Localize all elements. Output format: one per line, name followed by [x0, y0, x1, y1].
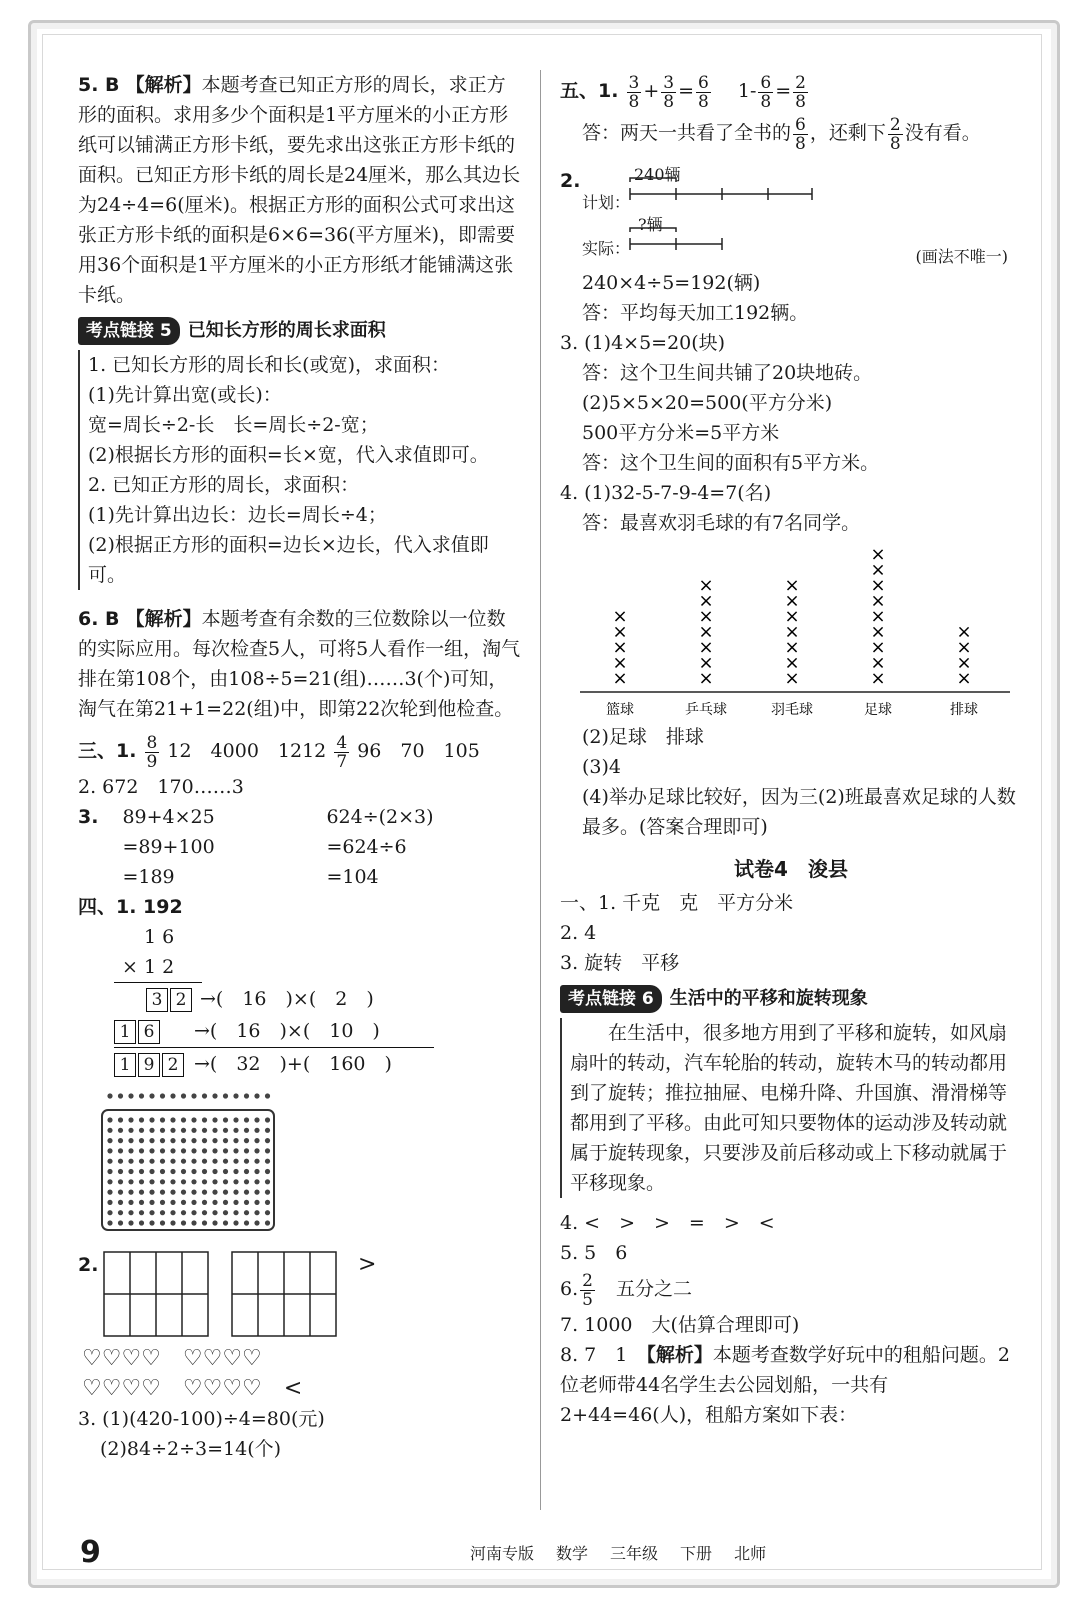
q6-text: 五分之二 [615, 1278, 692, 1300]
greater-than-sign: > [358, 1252, 377, 1277]
exam-line: 2. 4 [560, 922, 597, 944]
x-mark: × [956, 637, 972, 658]
kd5-line: (1)先计算出边长：边长=周长÷4； [88, 504, 387, 526]
analysis-tag: 【解析】 [125, 608, 202, 630]
fraction [627, 74, 642, 111]
denominator: 8 [663, 91, 675, 112]
draw-note: (画法不唯一) [915, 247, 1008, 266]
kd6-text: 在生活中，很多地方用到了平移和旋转，如风扇扇叶的转动，汽车轮胎的转动，旋转木马的转动都用到了旋转；推拉抽屉、电梯升降、升国旗、滑滑梯等都用到了平移。由此可知只要物体的运动涉及转动就属于旋转现象，只要涉及前后移动或上下移动就属于平移现象。 [570, 1022, 1008, 1194]
hearts-row-b [78, 1374, 522, 1404]
page-number: 9 [80, 1534, 101, 1570]
category-label: 篮球 [606, 702, 634, 718]
answer-text: 没有看。 [904, 122, 981, 144]
x-mark: × [870, 590, 886, 612]
kd5-line: (2)根据长方形的面积=长×宽，代入求值即可。 [88, 444, 489, 466]
q6-answer [78, 604, 522, 724]
kd5-line: 2. 已知正方形的周长，求面积： [88, 474, 360, 496]
x-mark: × [784, 637, 800, 658]
expr: 1- [737, 80, 757, 102]
numerator: 3 [663, 72, 675, 93]
s5-answer [560, 112, 1022, 154]
x-mark: × [870, 652, 886, 674]
x-mark: × [612, 606, 628, 627]
calc-step: 624÷(2×3) [326, 806, 434, 828]
knowledge-link-tag: 考点链接 6 [560, 985, 662, 1013]
s4-q2-label: 2. [78, 1254, 99, 1276]
x-mark: × [870, 668, 886, 689]
s3-values: 12 4000 1212 [167, 740, 327, 762]
section-3-q1 [78, 730, 522, 772]
x-mark: × [784, 575, 800, 596]
kd5-line: (1)先计算出宽(或长)： [88, 384, 282, 406]
footer-item: 三年级 [610, 1543, 659, 1563]
s4-q2 [78, 1250, 522, 1340]
x-mark: × [784, 621, 800, 643]
numerator: 2 [889, 114, 901, 135]
numerator: 6 [760, 72, 772, 93]
q8-text: 本题考查数学好玩中的租船问题。2位老师带44名学生去公园划船，一共有2+44=46(人)，租船方案如下表： [560, 1344, 1010, 1426]
x-mark: × [784, 606, 800, 627]
denominator: 8 [795, 91, 806, 112]
digit-boxes [114, 1049, 194, 1079]
hearts-row: ♡♡♡♡ ♡♡♡♡ [82, 1346, 262, 1371]
calc-step: =189 [122, 866, 175, 888]
numerator: 4 [336, 732, 348, 753]
s4-q3b: (2)84÷2÷3=14(个) [100, 1438, 282, 1460]
footer-item: 北师 [734, 1543, 767, 1563]
q-label: 6. [560, 1278, 579, 1300]
calc-step: =624÷6 [326, 836, 407, 858]
fraction [580, 1272, 595, 1309]
x-mark: × [784, 668, 800, 689]
numerator: 6 [698, 72, 709, 93]
digit-box: 1 [114, 1020, 136, 1044]
q5-answer [78, 70, 522, 310]
denominator: 5 [582, 1289, 593, 1310]
calc-step: =104 [326, 866, 379, 888]
q3-line: 答：这个卫生间的面积有5平方米。 [582, 452, 880, 474]
category-label: 足球 [864, 702, 892, 718]
fraction [758, 74, 773, 111]
denominator: 8 [698, 91, 709, 112]
knowledge-link-tag: 考点链接 5 [78, 317, 180, 345]
q2-answer: 答：平均每天加工192辆。 [582, 302, 809, 324]
knowledge-link-title: 已知长方形的周长求面积 [187, 320, 386, 341]
q6-number: 6. B [78, 608, 120, 630]
denominator: 8 [889, 133, 901, 154]
numerator: 3 [628, 72, 640, 93]
x-mark: × [698, 606, 714, 627]
knowledge-link-6-body [560, 1018, 1022, 1198]
exam-line: 3. 旋转 平移 [560, 952, 680, 974]
x-mark: × [698, 621, 714, 643]
less-than-sign: < [283, 1376, 303, 1401]
x-mark: × [870, 575, 886, 596]
digit-box: 1 [114, 1053, 136, 1077]
x-mark: × [956, 652, 972, 674]
category-label: 乒乓球 [685, 702, 727, 718]
q4-line: (3)4 [582, 756, 622, 778]
x-mark: × [698, 575, 714, 596]
section-5-label: 五、1. [560, 80, 619, 102]
mult-top: 1 6 [144, 926, 175, 948]
mult-row [114, 1015, 522, 1047]
q3-line: 500平方分米=5平方米 [582, 422, 780, 444]
mult-explain: →( 16 )×( 2 ) [200, 988, 374, 1010]
q4-line: (2)足球 排球 [582, 726, 704, 748]
digit-boxes [114, 984, 200, 1014]
x-mark: × [698, 652, 714, 674]
hearts-row: ♡♡♡♡ ♡♡♡♡ [82, 1376, 262, 1401]
footer-item: 下册 [680, 1543, 713, 1563]
kd5-line: (2)根据正方形的面积=边长×边长，代入求值即可。 [88, 534, 489, 586]
exam-line: 一、1. 千克 克 平方分米 [560, 892, 794, 914]
s3-values: 96 70 105 [357, 740, 480, 762]
fraction [888, 116, 903, 153]
s3-q2: 2. 672 170……3 [78, 776, 244, 798]
section-3-label: 三、1. [78, 740, 137, 762]
exam-q6 [560, 1268, 1022, 1310]
x-mark: × [956, 621, 972, 643]
footer-meta [470, 1541, 766, 1564]
q8-head: 8. 7 1 [560, 1344, 628, 1366]
calc-b [326, 802, 433, 892]
x-mark: × [612, 668, 628, 689]
q5-number: 5. B [78, 74, 120, 96]
q4-line: 答：最喜欢羽毛球的有7名同学。 [582, 512, 861, 534]
analysis-tag: 【解析】 [646, 1344, 713, 1366]
q3-line: 答：这个卫生间共铺了20块地砖。 [582, 362, 873, 384]
x-mark: × [870, 637, 886, 658]
x-mark: × [612, 621, 628, 643]
x-mark: × [870, 559, 886, 581]
right-column [560, 70, 1022, 1430]
s4-q3a: 3. (1)(420-100)÷4=80(元) [78, 1408, 325, 1430]
numerator: 6 [795, 114, 806, 135]
x-mark: × [956, 668, 972, 689]
digit-box: 2 [162, 1053, 184, 1077]
fraction [793, 116, 808, 153]
s3-q3-label: 3. [78, 806, 99, 828]
calc-a [122, 802, 302, 892]
answer-text: 答：两天一共看了全书的 [582, 122, 792, 144]
mult-mid: × 1 2 [114, 952, 202, 983]
q3-line: (2)5×5×20=500(平方分米) [582, 392, 833, 414]
x-mark: × [612, 637, 628, 658]
segment-lines [624, 158, 884, 268]
real-label: 实际： [582, 239, 631, 258]
plan-label: 计划： [582, 193, 631, 212]
segment-diagram [560, 158, 1022, 268]
s3-q3 [78, 802, 522, 892]
footer-item: 数学 [556, 1543, 589, 1563]
knowledge-link-5-body [78, 350, 522, 590]
x-mark: × [698, 668, 714, 689]
q2-calc: 240×4÷5=192(辆) [582, 272, 761, 294]
knowledge-link-6 [560, 984, 1022, 1014]
plan-value: 240辆 [634, 165, 681, 184]
real-value: ?辆 [638, 215, 663, 234]
exam-q4: 4. < > > = > < [560, 1212, 775, 1234]
x-mark: × [784, 652, 800, 674]
calc-step: =89+100 [122, 836, 215, 858]
digit-box: 2 [170, 988, 192, 1012]
x-mark: × [698, 637, 714, 658]
digit-boxes [114, 1016, 194, 1046]
section-4-label: 四、1. 192 [78, 896, 183, 918]
category-label: 排球 [950, 702, 978, 718]
exam-q7: 7. 1000 大(估算合理即可) [560, 1314, 800, 1336]
q2-label: 2. [560, 170, 581, 192]
exam-title: 试卷4 浚县 [734, 857, 848, 881]
q3-line: 3. (1)4×5=20(块) [560, 332, 726, 354]
left-column [78, 70, 522, 1464]
calc-step: 89+4×25 [122, 806, 215, 828]
fraction [793, 74, 808, 111]
x-mark: × [870, 621, 886, 643]
footer-item: 河南专版 [470, 1543, 535, 1563]
exam-q8 [560, 1340, 1022, 1430]
denominator: 8 [760, 91, 772, 112]
answer-text: ，还剩下 [809, 122, 886, 144]
fraction [696, 74, 711, 111]
x-mark: × [698, 590, 714, 612]
analysis-tag: 【解析】 [125, 74, 202, 96]
digit-box: 6 [138, 1020, 160, 1044]
mult-explain: →( 32 )+( 160 ) [194, 1053, 392, 1075]
x-mark: × [784, 590, 800, 612]
kd5-line: 宽=周长÷2-长 长=周长÷2-宽； [88, 414, 379, 436]
x-mark-chart [580, 542, 1020, 722]
multiplication-vertical [78, 922, 522, 1080]
s5-q1: 五、1. $\frac{3}{8}$ + $\frac{3}{8}$ = $\frac{6}{8}$ 1- $\frac{6}{8}$ = $\frac{2}{8}$ [560, 72, 806, 112]
q6-text: 本题考查有余数的三位数除以一位数的实际应用。每次检查5人，可将5人看作一组，淘气排在第108个，由108÷5=21(组)……3(个)可知，淘气在第21+1=22(组)中，即第22次轮到他检查。 [78, 608, 521, 720]
q4-line: 4. (1)32-5-7-9-4=7(名) [560, 482, 772, 504]
x-mark: × [612, 652, 628, 674]
denominator: 7 [336, 751, 348, 772]
denominator: 9 [146, 751, 158, 772]
knowledge-link-title: 生活中的平移和旋转现象 [669, 988, 868, 1009]
grid-rectangles [102, 1250, 342, 1340]
numerator: 2 [582, 1270, 593, 1291]
column-divider [540, 70, 541, 1510]
dot-array-figure [98, 1088, 278, 1238]
digit-box: 9 [138, 1053, 160, 1077]
kd5-line: 1. 已知长方形的周长和长(或宽)，求面积： [88, 354, 450, 376]
numerator: 8 [146, 732, 158, 753]
numerator: 2 [795, 72, 806, 93]
fraction [334, 734, 349, 771]
q5-text: 本题考查已知正方形的周长，求正方形的面积。求用多少个面积是1平方厘米的小正方形纸可以铺满正方形卡纸，要先求出这张正方形卡纸的面积。已知正方形卡纸的周长是24厘米，那么其边长为24÷4=6(厘米)。根据正方形的面积公式可求出这张正方形卡纸的面积是6×6=36(平方厘米)，即需要用36个面积是1平方厘米的小正方形纸才能铺满这张卡纸。 [78, 74, 521, 306]
mult-row [114, 1047, 434, 1080]
denominator: 8 [628, 91, 640, 112]
knowledge-link-5 [78, 316, 522, 346]
mult-row [114, 983, 522, 1015]
q4-line: (4)举办足球比较好，因为三(2)班最喜欢足球的人数最多。(答案合理即可) [582, 786, 1016, 838]
page-footer [80, 1532, 1010, 1572]
denominator: 8 [795, 133, 806, 154]
mult-explain: →( 16 )×( 10 ) [194, 1020, 380, 1042]
fraction [661, 74, 676, 111]
x-mark: × [870, 606, 886, 627]
digit-box: 3 [146, 988, 168, 1012]
category-label: 羽毛球 [771, 702, 813, 718]
fraction [145, 734, 160, 771]
exam-q5: 5. 5 6 [560, 1242, 628, 1264]
x-mark: × [870, 544, 886, 565]
